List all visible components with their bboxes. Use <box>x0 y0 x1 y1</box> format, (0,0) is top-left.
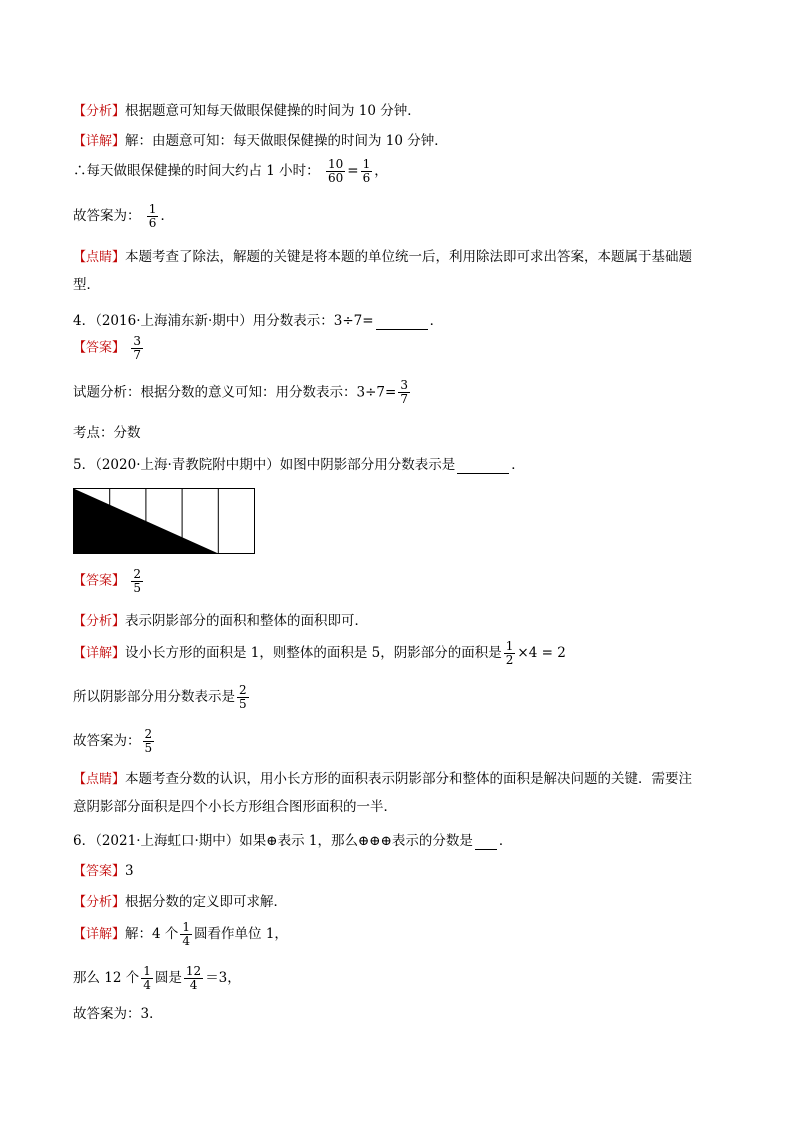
comment-text-cont: 型． <box>73 277 100 293</box>
q5-detail-fraction: $\frac{1}{2}$ <box>505 639 514 667</box>
q6-final-text: 故答案为：3． <box>73 1006 163 1022</box>
q6-then-tail: ＝3， <box>205 970 241 986</box>
q6-twelve-fourths: $\frac{12}{4}$ <box>185 964 202 992</box>
punct: ． <box>160 208 174 224</box>
q4-knowledge-point <box>73 424 141 442</box>
punct: ． <box>429 313 444 329</box>
question-6-text: 6．（2021·上海虹口·期中）如果⊕表示 1，那么⊕⊕⊕表示的分数是 <box>73 833 473 849</box>
q4-analysis-text: 试题分析：根据分数的意义可知：用分数表示：3÷7= <box>73 384 397 401</box>
q6-final-answer <box>73 1005 163 1023</box>
q5-so-text: 所以阴影部分用分数表示是 <box>73 689 235 705</box>
fraction-1-6: $\frac{1}{6}$ <box>362 157 371 185</box>
punct: ． <box>511 457 525 473</box>
q6-answer <box>73 862 134 881</box>
q5-analysis-text: 表示阴影部分的面积和整体的面积即可． <box>125 613 369 629</box>
q4-answer-fraction: $\frac{3}{7}$ <box>133 334 141 362</box>
q6-analysis <box>73 893 287 912</box>
q6-then <box>73 965 241 992</box>
q5-detail-tail: ×4 = 2 <box>517 645 566 661</box>
q6-then-mid: 圆是 <box>154 970 182 986</box>
question-4 <box>73 312 443 330</box>
detail-tag: 【详解】 <box>73 134 126 149</box>
equals-sign: = <box>347 163 359 179</box>
answer-blank <box>376 315 428 330</box>
q6-detail-tail: 圆看作单位 1， <box>194 926 288 942</box>
q4-answer <box>73 335 145 362</box>
answer-tag: 【答案】 <box>73 864 126 879</box>
detail-text: 解：由题意可知：每天做眼保健操的时间为 10 分钟． <box>125 133 448 149</box>
comment-tag: 【点睛】 <box>73 772 126 787</box>
q6-answer-value: 3 <box>125 863 134 879</box>
analysis-tag: 【分析】 <box>73 895 126 910</box>
q5-so <box>73 684 251 711</box>
question-6 <box>73 832 512 850</box>
answer-line-1 <box>73 203 174 230</box>
q4-analysis-fraction: $\frac{3}{7}$ <box>400 378 408 406</box>
q5-analysis <box>73 612 368 631</box>
q5-detail-text: 设小长方形的面积是 1，则整体的面积是 5，阴影部分的面积是 <box>125 645 502 661</box>
detail-tag: 【详解】 <box>73 646 126 661</box>
q5-so-fraction: $\frac{2}{5}$ <box>239 683 247 711</box>
answer-tag: 【答案】 <box>73 340 126 356</box>
q6-detail-text: 解：4 个 <box>125 926 179 942</box>
question-5 <box>73 456 525 474</box>
detail-line-1 <box>73 132 448 151</box>
question-5-text: 5．（2020·上海·青教院附中期中）如图中阴影部分用分数表示是 <box>73 457 456 473</box>
comment-text: 本题考查了除法，解题的关键是将本题的单位统一后，利用除法即可求出答案，本题属于基础题 <box>125 249 693 265</box>
answer-blank <box>475 835 497 850</box>
answer-text: 故答案为： <box>73 208 141 224</box>
q5-answer-fraction: $\frac{2}{5}$ <box>133 567 141 595</box>
punct: ． <box>498 833 513 849</box>
ratio-line <box>73 158 388 185</box>
q4-analysis <box>73 379 412 406</box>
q6-detail <box>73 921 288 948</box>
punct: ， <box>374 163 388 179</box>
q6-detail-fraction: $\frac{1}{4}$ <box>182 920 191 948</box>
question-4-text: 4．（2016·上海浦东新·期中）用分数表示：3÷7= <box>73 313 374 329</box>
analysis-line-1 <box>73 102 421 121</box>
q5-answer <box>73 568 145 595</box>
q5-final-text: 故答案为： <box>73 733 141 749</box>
comment-line-2 <box>73 276 100 294</box>
q5-comment-line-1 <box>73 770 692 789</box>
detail-tag: 【详解】 <box>73 927 126 942</box>
q5-comment-line-2 <box>73 798 397 816</box>
q5-final-answer <box>73 728 156 755</box>
q5-comment-text-cont: 意阴影部分面积是四个小长方形组合图形面积的一半． <box>73 799 397 815</box>
q5-final-fraction: $\frac{2}{5}$ <box>144 727 153 755</box>
comment-tag: 【点睛】 <box>73 250 126 265</box>
q6-quarter-fraction: $\frac{1}{4}$ <box>143 964 151 992</box>
ratio-text: ∴每天做眼保健操的时间大约占 1 小时： <box>73 163 320 179</box>
fraction-10-60: $\frac{10}{60}$ <box>327 157 344 185</box>
answer-fraction: $\frac{1}{6}$ <box>148 202 157 230</box>
q6-then-text: 那么 12 个 <box>73 970 140 986</box>
analysis-text: 根据题意可知每天做眼保健操的时间为 10 分钟． <box>125 103 421 119</box>
q5-comment-text: 本题考查分数的认识，用小长方形的面积表示阴影部分和整体的面积是解决问题的关键．需要注 <box>125 771 693 787</box>
analysis-tag: 【分析】 <box>73 104 126 119</box>
knowledge-point-text: 考点：分数 <box>73 425 141 441</box>
answer-blank <box>457 459 509 474</box>
q6-analysis-text: 根据分数的定义即可求解． <box>125 894 288 910</box>
comment-line-1 <box>73 248 692 267</box>
shaded-rectangle-figure <box>73 488 256 555</box>
answer-tag: 【答案】 <box>73 573 126 589</box>
analysis-tag: 【分析】 <box>73 614 126 629</box>
q5-detail <box>73 640 566 667</box>
